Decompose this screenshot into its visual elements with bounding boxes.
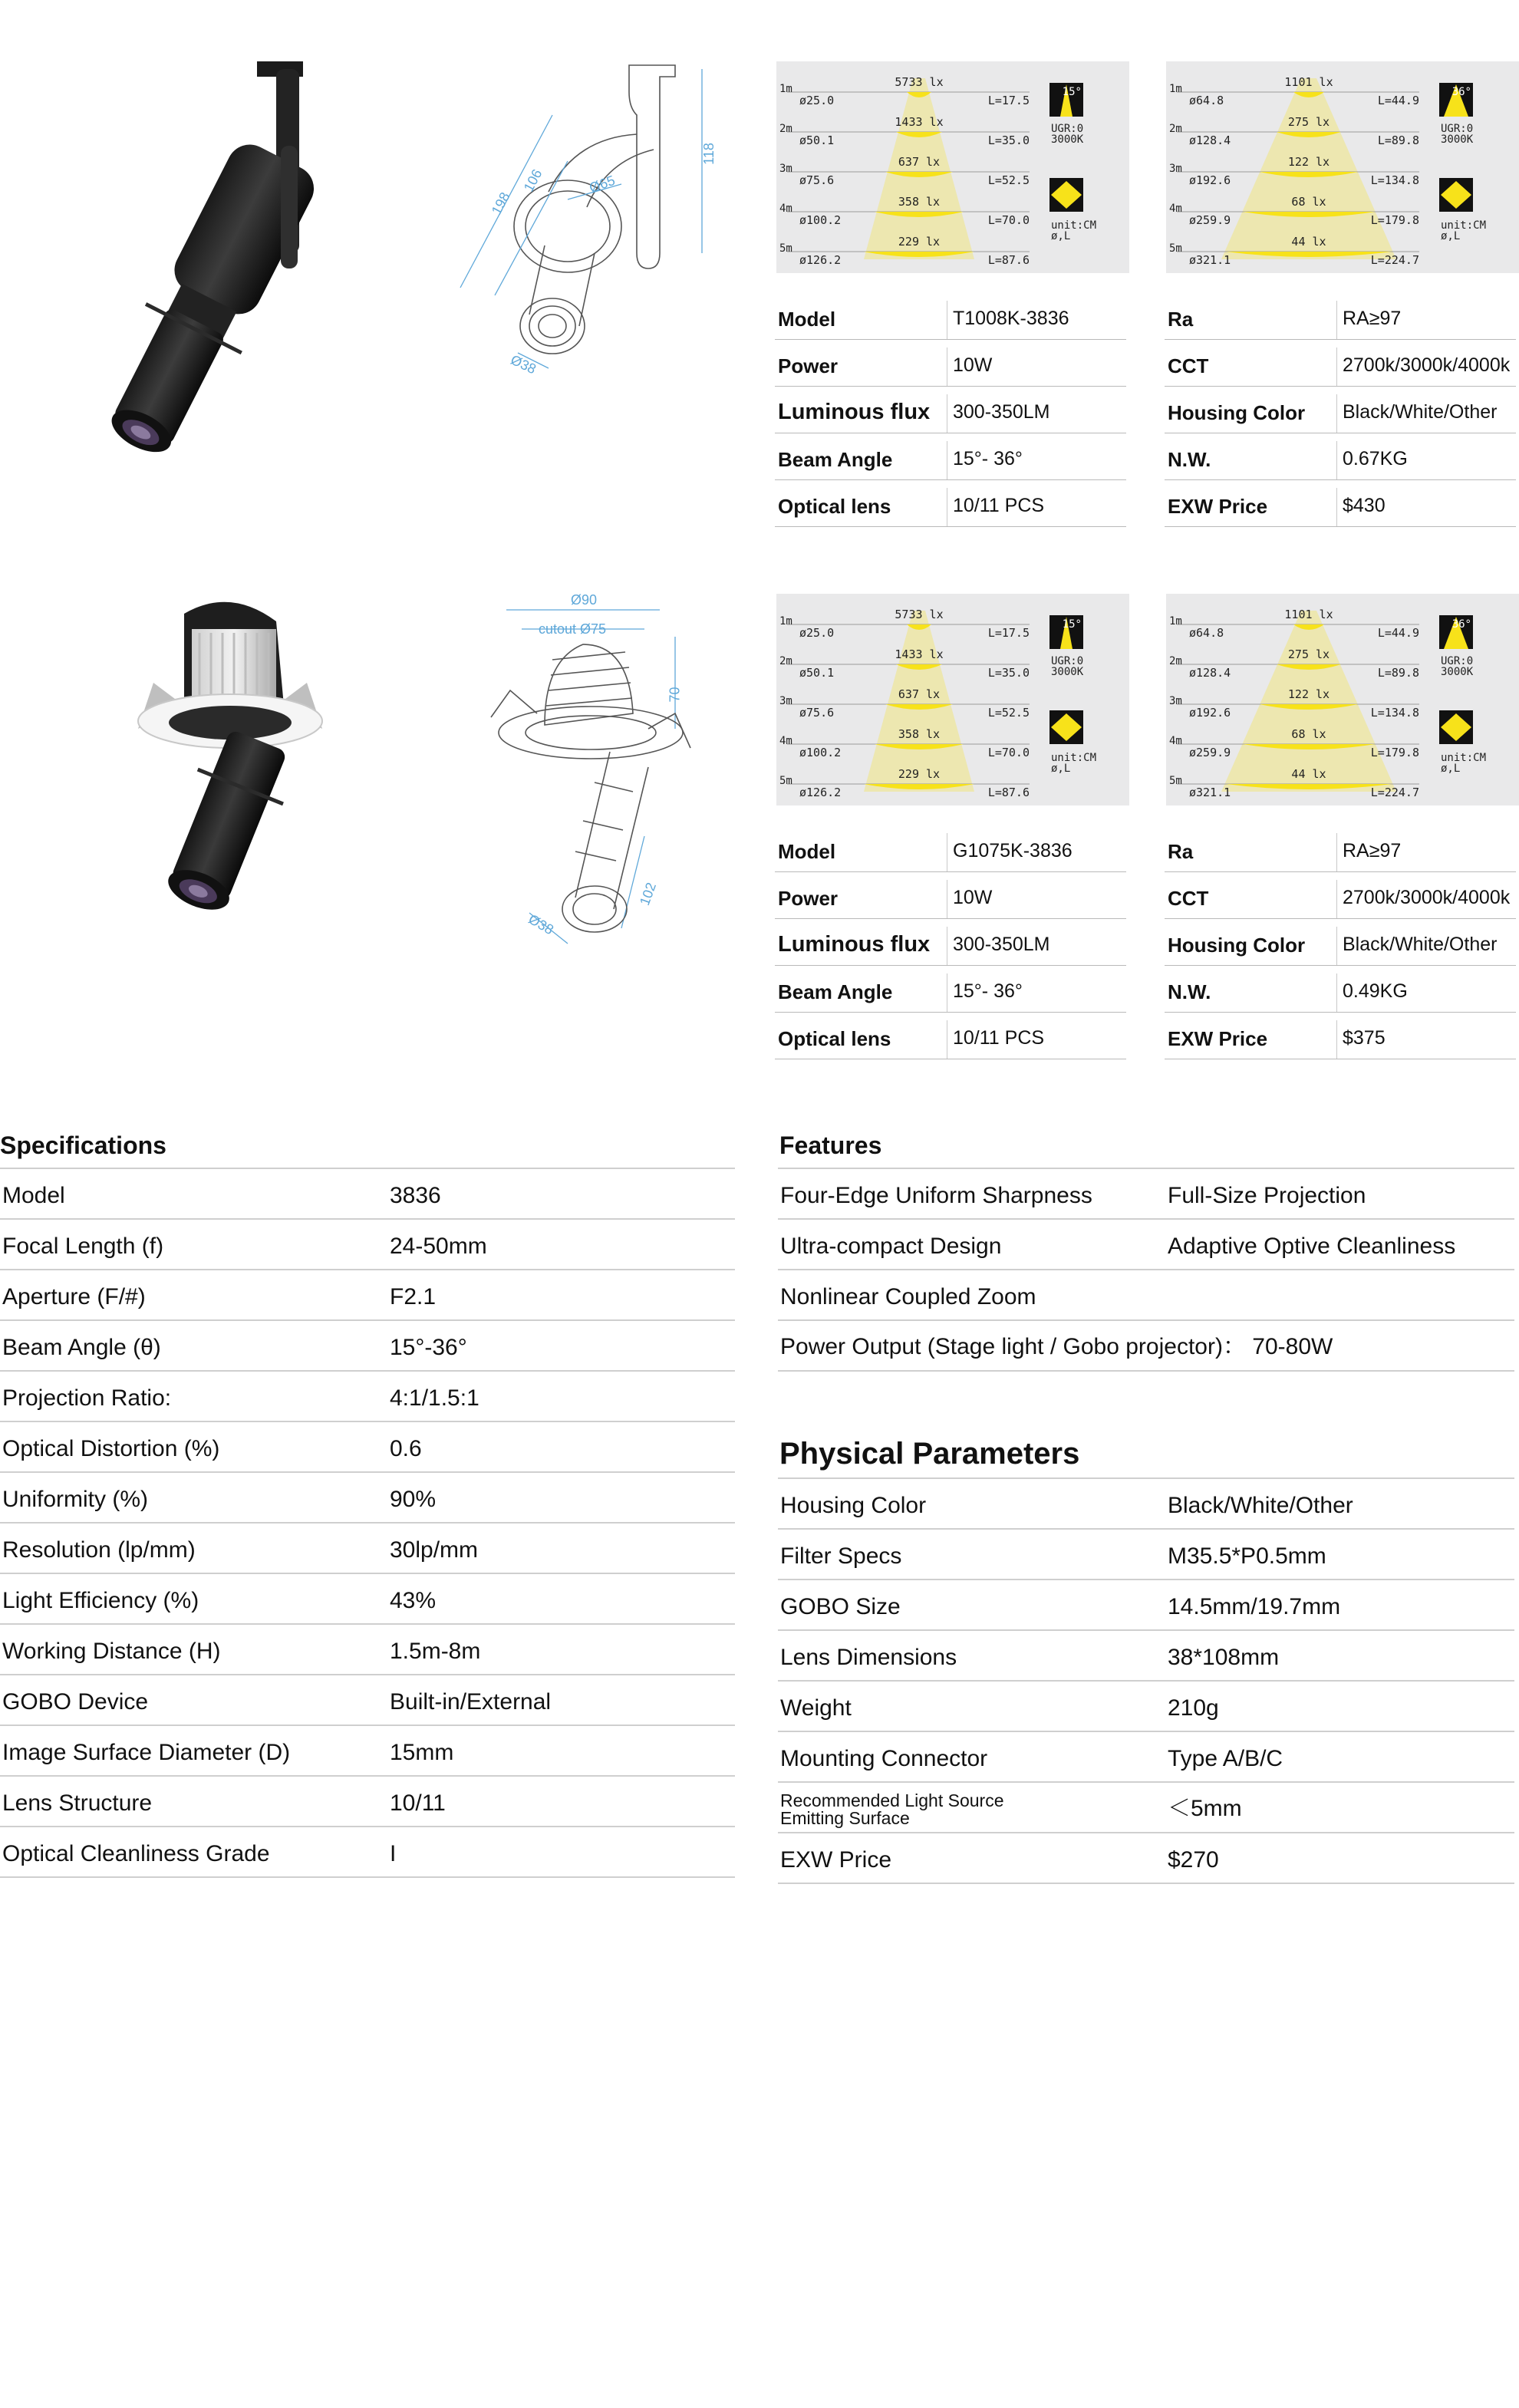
physical-parameters-title: Physical Parameters <box>779 1437 1080 1471</box>
spec-value: 10/11 PCS <box>953 495 1045 516</box>
column-divider <box>1336 880 1337 918</box>
beam-text-m: 4m <box>1169 735 1182 747</box>
beam-text-d: ø64.8 <box>1189 626 1224 640</box>
beam-text-d: ø50.1 <box>799 666 835 680</box>
row-label: Filter Specs <box>780 1543 902 1569</box>
spec-row <box>775 340 1126 387</box>
row-value: ＜5mm <box>1168 1796 1242 1821</box>
beam-svg <box>1166 61 1519 273</box>
table-row <box>0 1574 735 1625</box>
spec-key: Luminous flux <box>778 932 931 957</box>
beam-text-m: 4m <box>1169 203 1182 215</box>
spec-value: 15°- 36° <box>953 980 1023 1002</box>
spec-value: Black/White/Other <box>1343 934 1498 955</box>
table-row <box>778 1833 1514 1884</box>
row-value: Black/White/Other <box>1168 1493 1353 1518</box>
beam-text-m: 1m <box>1169 83 1182 95</box>
beam-unit2: ø,L <box>1051 763 1071 775</box>
beam-text-d: ø25.0 <box>799 94 835 107</box>
column-divider <box>1336 348 1337 386</box>
column-divider <box>1336 927 1337 965</box>
beam-text-m: 5m <box>779 242 792 255</box>
dim-label: 106 <box>520 166 545 195</box>
table-row <box>0 1625 735 1675</box>
column-divider <box>1336 441 1337 479</box>
table-row <box>0 1524 735 1574</box>
row-value: 38*108mm <box>1168 1645 1280 1670</box>
spec-value: T1008K-3836 <box>953 308 1069 329</box>
column-divider <box>1336 1020 1337 1059</box>
spec-value: 10/11 PCS <box>953 1027 1045 1049</box>
beam-text-L: L=17.5 <box>987 626 1030 640</box>
row-value: 0.6 <box>390 1436 422 1461</box>
beam-text-L: L=134.8 <box>1370 173 1419 187</box>
row-value: 4:1/1.5:1 <box>390 1385 479 1411</box>
spec-row <box>775 1013 1126 1059</box>
table-row <box>778 1682 1514 1732</box>
spec-value: RA≥97 <box>1343 308 1402 329</box>
spec-value: 2700k/3000k/4000k <box>1343 354 1511 376</box>
feature-item: Full-Size Projection <box>1168 1183 1366 1208</box>
beam-text-d: ø64.8 <box>1189 94 1224 107</box>
beam-angle-label: 15° <box>1062 618 1082 631</box>
beam-cct: 3000K <box>1051 133 1084 146</box>
feature-item: Adaptive Optive Cleanliness <box>1168 1234 1456 1259</box>
column-divider <box>1336 973 1337 1012</box>
feature-item: Ultra-compact Design <box>780 1234 1002 1259</box>
beam-text-lux: 5733 lx <box>895 608 944 621</box>
dim-label: Ø90 <box>571 592 598 608</box>
row-value: I <box>390 1841 397 1866</box>
beam-unit2: ø,L <box>1051 230 1071 242</box>
beam-text-d: ø100.2 <box>799 213 842 227</box>
row-label: Optical Distortion (%) <box>2 1436 220 1461</box>
beam-ugr: UGR:0 <box>1441 123 1474 135</box>
spec-key: Beam Angle <box>778 980 893 1003</box>
row-label: Resolution (lp/mm) <box>2 1537 196 1563</box>
dim-label: 118 <box>700 143 717 165</box>
beam-text-d: ø75.6 <box>799 706 835 720</box>
table-row <box>0 1777 735 1827</box>
beam-text-L: L=52.5 <box>987 173 1030 187</box>
beam-svg <box>1166 594 1519 805</box>
beam-text-m: 2m <box>779 123 792 135</box>
beam-unit: unit:CM <box>1441 219 1487 232</box>
beam-text-d: ø126.2 <box>799 786 842 799</box>
beam-text-L: L=17.5 <box>987 94 1030 107</box>
spec-key: Power <box>778 887 839 910</box>
beam-text-d: ø192.6 <box>1189 706 1231 720</box>
beam-diagram-narrow <box>776 594 1129 805</box>
spec-value: 300-350LM <box>953 401 1050 423</box>
spec-value: 15°- 36° <box>953 448 1023 469</box>
beam-text-d: ø321.1 <box>1189 786 1231 799</box>
beam-text-m: 3m <box>1169 695 1182 707</box>
row-value: Built-in/External <box>390 1689 552 1715</box>
spec-row <box>1165 293 1516 340</box>
feature-item: Power Output (Stage light / Gobo projector)： 70-80W <box>780 1334 1333 1359</box>
table-row <box>778 1479 1514 1530</box>
distance-row <box>779 75 1030 107</box>
beam-text-m: 2m <box>779 655 792 667</box>
beam-text-lux: 637 lx <box>898 687 941 701</box>
spec-value: G1075K-3836 <box>953 840 1073 861</box>
spec-row <box>1165 387 1516 433</box>
beam-text-m: 5m <box>1169 775 1182 787</box>
beam-text-lux: 229 lx <box>898 767 941 781</box>
table-row <box>778 1580 1514 1631</box>
row-label: Uniformity (%) <box>2 1487 149 1512</box>
beam-unit2: ø,L <box>1441 230 1461 242</box>
spec-value: 2700k/3000k/4000k <box>1343 887 1511 908</box>
row-label: Focal Length (f) <box>2 1234 164 1259</box>
beam-diagram-wide <box>1166 594 1519 805</box>
dim-label: 70 <box>667 687 683 703</box>
row-value: 90% <box>390 1487 437 1512</box>
table-row <box>0 1372 735 1422</box>
column-divider <box>1336 833 1337 871</box>
table-row <box>0 1270 735 1321</box>
dim-label: Ø65 <box>587 172 618 196</box>
beam-svg <box>776 61 1129 273</box>
beam-text-L: L=35.0 <box>987 666 1030 680</box>
row-value: 10/11 <box>390 1790 446 1816</box>
beam-angle-label: 36° <box>1451 618 1471 631</box>
beam-text-lux: 358 lx <box>898 195 941 209</box>
spec-row <box>775 480 1126 527</box>
beam-text-lux: 44 lx <box>1291 767 1326 781</box>
beam-text-lux: 637 lx <box>898 155 941 169</box>
beam-text-L: L=52.5 <box>987 706 1030 720</box>
beam-text-L: L=89.8 <box>1377 666 1419 680</box>
row-label: Weight <box>780 1695 852 1721</box>
row-value: 210g <box>1168 1695 1219 1721</box>
light-cone <box>1221 611 1396 792</box>
row-value: 15°-36° <box>390 1335 467 1360</box>
table-row <box>0 1422 735 1473</box>
feature-row <box>778 1321 1514 1372</box>
beam-diagram-narrow <box>776 61 1129 273</box>
spec-row <box>1165 340 1516 387</box>
specifications-table <box>0 1168 735 1878</box>
spec-row <box>1165 872 1516 919</box>
table-row <box>0 1321 735 1372</box>
beam-text-L: L=179.8 <box>1370 213 1419 227</box>
table-row <box>778 1732 1514 1783</box>
table-row <box>0 1169 735 1220</box>
row-label: EXW Price <box>780 1847 892 1873</box>
column-divider <box>1336 301 1337 339</box>
spec-key: N.W. <box>1168 980 1211 1003</box>
row-label: GOBO Size <box>780 1594 901 1619</box>
beam-text-d: ø128.4 <box>1189 133 1231 147</box>
beam-text-L: L=179.8 <box>1370 746 1419 759</box>
row-value: Type A/B/C <box>1168 1746 1283 1771</box>
spec-value: 10W <box>953 354 993 376</box>
track-light-photo <box>100 54 330 453</box>
spec-value: Black/White/Other <box>1343 401 1498 423</box>
beam-text-lux: 44 lx <box>1291 235 1326 249</box>
spec-value: 300-350LM <box>953 934 1050 955</box>
beam-text-L: L=44.9 <box>1377 626 1419 640</box>
beam-text-L: L=224.7 <box>1370 786 1419 799</box>
beam-text-lux: 275 lx <box>1287 115 1330 129</box>
spec-key: CCT <box>1168 887 1209 910</box>
beam-text-d: ø321.1 <box>1189 253 1231 267</box>
spec-key: Model <box>778 308 836 331</box>
product-spec-table-left <box>775 825 1126 1059</box>
spec-value: 10W <box>953 887 993 908</box>
beam-text-L: L=70.0 <box>987 746 1030 759</box>
spec-key: Housing Color <box>1168 934 1306 957</box>
spec-row <box>1165 919 1516 966</box>
feature-item: Nonlinear Coupled Zoom <box>780 1284 1036 1309</box>
beam-text-m: 4m <box>779 735 792 747</box>
beam-ugr: UGR:0 <box>1051 123 1084 135</box>
beam-text-L: L=134.8 <box>1370 706 1419 720</box>
beam-text-m: 3m <box>779 695 792 707</box>
spec-row <box>775 966 1126 1013</box>
dim-label: Ø38 <box>526 911 557 938</box>
spec-row <box>775 825 1126 872</box>
row-label: GOBO Device <box>2 1689 149 1715</box>
row-label: Recommended Light Source Emitting Surface <box>780 1790 1004 1828</box>
beam-text-m: 4m <box>779 203 792 215</box>
spec-key: Power <box>778 354 839 377</box>
distance-row <box>779 608 1030 640</box>
dim-label: cutout Ø75 <box>539 621 607 637</box>
spec-value: $430 <box>1343 495 1386 516</box>
beam-ugr: UGR:0 <box>1051 655 1084 667</box>
physical-parameters-table <box>778 1477 1514 1884</box>
product-spec-table-left <box>775 293 1126 527</box>
beam-svg <box>776 594 1129 805</box>
beam-text-lux: 5733 lx <box>895 75 944 89</box>
beam-text-lux: 122 lx <box>1287 155 1330 169</box>
light-cone <box>864 78 974 259</box>
row-label: Light Efficiency (%) <box>2 1588 199 1613</box>
spec-value: 0.67KG <box>1343 448 1408 469</box>
features-title: Features <box>779 1132 882 1159</box>
beam-cct: 3000K <box>1441 666 1474 678</box>
row-label: Beam Angle (θ) <box>2 1335 161 1360</box>
spec-row <box>1165 966 1516 1013</box>
beam-text-d: ø126.2 <box>799 253 842 267</box>
beam-text-lux: 275 lx <box>1287 647 1330 661</box>
row-value: 24-50mm <box>390 1234 487 1259</box>
beam-unit2: ø,L <box>1441 763 1461 775</box>
beam-text-lux: 1433 lx <box>895 115 944 129</box>
beam-text-lux: 1101 lx <box>1284 75 1333 89</box>
spec-value: RA≥97 <box>1343 840 1402 861</box>
row-value: 14.5mm/19.7mm <box>1168 1594 1341 1619</box>
beam-text-L: L=44.9 <box>1377 94 1419 107</box>
beam-text-L: L=87.6 <box>987 786 1030 799</box>
beam-text-lux: 68 lx <box>1291 195 1326 209</box>
row-value: 15mm <box>390 1740 454 1765</box>
row-label: Optical Cleanliness Grade <box>2 1841 270 1866</box>
beam-text-m: 1m <box>779 615 792 628</box>
beam-text-lux: 1433 lx <box>895 647 944 661</box>
row-label: Mounting Connector <box>780 1746 988 1771</box>
beam-text-lux: 229 lx <box>898 235 941 249</box>
recessed-light-photo <box>107 591 353 913</box>
spec-row <box>1165 1013 1516 1059</box>
product-spec-table-right <box>1165 825 1516 1059</box>
beam-ugr: UGR:0 <box>1441 655 1474 667</box>
spec-key: Optical lens <box>778 1027 891 1050</box>
beam-text-m: 1m <box>779 83 792 95</box>
row-value: M35.5*P0.5mm <box>1168 1543 1326 1569</box>
track-light-dimension-drawing <box>453 61 729 399</box>
beam-text-d: ø50.1 <box>799 133 835 147</box>
row-label: Lens Dimensions <box>780 1645 957 1670</box>
row-value: F2.1 <box>390 1284 437 1309</box>
row-value: 3836 <box>390 1183 441 1208</box>
dim-label: 198 <box>488 189 513 218</box>
row-label: Projection Ratio: <box>2 1385 172 1411</box>
light-cone <box>1221 78 1396 259</box>
spec-key: N.W. <box>1168 448 1211 471</box>
beam-text-d: ø100.2 <box>799 746 842 759</box>
beam-text-m: 5m <box>779 775 792 787</box>
feature-item: Four-Edge Uniform Sharpness <box>780 1183 1092 1208</box>
spec-row <box>775 433 1126 480</box>
spec-row <box>775 919 1126 966</box>
beam-text-L: L=89.8 <box>1377 133 1419 147</box>
table-row <box>778 1783 1514 1833</box>
spec-row <box>775 872 1126 919</box>
row-label: Housing Color <box>780 1493 927 1518</box>
row-label: Aperture (F/#) <box>2 1284 146 1309</box>
beam-text-lux: 68 lx <box>1291 727 1326 741</box>
beam-text-d: ø192.6 <box>1189 173 1231 187</box>
beam-diagram-wide <box>1166 61 1519 273</box>
spec-key: Luminous flux <box>778 400 931 424</box>
spec-key: Ra <box>1168 308 1194 331</box>
dim-label: Ø38 <box>508 351 539 377</box>
spec-key: Model <box>778 840 836 863</box>
row-value: 1.5m-8m <box>390 1639 481 1664</box>
table-row <box>778 1631 1514 1682</box>
beam-text-L: L=87.6 <box>987 253 1030 267</box>
beam-text-m: 2m <box>1169 655 1182 667</box>
beam-unit: unit:CM <box>1051 219 1097 232</box>
beam-text-L: L=70.0 <box>987 213 1030 227</box>
table-row <box>0 1220 735 1270</box>
spec-key: EXW Price <box>1168 495 1268 518</box>
specifications-title: Specifications <box>0 1132 166 1159</box>
feature-row <box>778 1169 1514 1220</box>
product-spec-table-right <box>1165 293 1516 527</box>
row-value: 43% <box>390 1588 437 1613</box>
beam-cct: 3000K <box>1051 666 1084 678</box>
spec-value: $375 <box>1343 1027 1386 1049</box>
table-row <box>0 1726 735 1777</box>
row-label: Working Distance (H) <box>2 1639 221 1664</box>
beam-text-lux: 1101 lx <box>1284 608 1333 621</box>
spec-key: Beam Angle <box>778 448 893 471</box>
beam-cct: 3000K <box>1441 133 1474 146</box>
beam-text-d: ø25.0 <box>799 626 835 640</box>
beam-text-m: 2m <box>1169 123 1182 135</box>
spec-key: Housing Color <box>1168 401 1306 424</box>
beam-text-lux: 358 lx <box>898 727 941 741</box>
column-divider <box>1336 488 1337 526</box>
beam-text-L: L=35.0 <box>987 133 1030 147</box>
column-divider <box>1336 394 1337 433</box>
feature-row <box>778 1220 1514 1270</box>
recessed-light-dimension-drawing <box>460 591 706 951</box>
beam-text-d: ø259.9 <box>1189 213 1231 227</box>
row-value: $270 <box>1168 1847 1219 1873</box>
beam-text-m: 3m <box>1169 163 1182 175</box>
spec-key: Ra <box>1168 840 1194 863</box>
spec-row <box>775 387 1126 433</box>
beam-text-d: ø259.9 <box>1189 746 1231 759</box>
row-label: Model <box>2 1183 65 1208</box>
beam-angle-label: 15° <box>1062 86 1082 98</box>
beam-angle-label: 36° <box>1451 86 1471 98</box>
dim-label: 102 <box>637 880 660 908</box>
light-cone <box>864 611 974 792</box>
spec-key: CCT <box>1168 354 1209 377</box>
beam-unit: unit:CM <box>1051 752 1097 764</box>
table-row <box>0 1675 735 1726</box>
beam-text-L: L=224.7 <box>1370 253 1419 267</box>
feature-row <box>778 1270 1514 1321</box>
spec-row <box>1165 433 1516 480</box>
table-row <box>778 1530 1514 1580</box>
beam-text-d: ø75.6 <box>799 173 835 187</box>
beam-text-m: 5m <box>1169 242 1182 255</box>
row-value: 30lp/mm <box>390 1537 479 1563</box>
spec-value: 0.49KG <box>1343 980 1408 1002</box>
spec-row <box>1165 825 1516 872</box>
beam-text-m: 3m <box>779 163 792 175</box>
row-label: Image Surface Diameter (D) <box>2 1740 291 1765</box>
features-table <box>778 1168 1514 1372</box>
spec-key: EXW Price <box>1168 1027 1268 1050</box>
row-label: Lens Structure <box>2 1790 153 1816</box>
spec-key: Optical lens <box>778 495 891 518</box>
beam-text-lux: 122 lx <box>1287 687 1330 701</box>
table-row <box>0 1473 735 1524</box>
beam-text-m: 1m <box>1169 615 1182 628</box>
spec-row <box>775 293 1126 340</box>
spec-row <box>1165 480 1516 527</box>
beam-unit: unit:CM <box>1441 752 1487 764</box>
beam-text-d: ø128.4 <box>1189 666 1231 680</box>
table-row <box>0 1827 735 1878</box>
